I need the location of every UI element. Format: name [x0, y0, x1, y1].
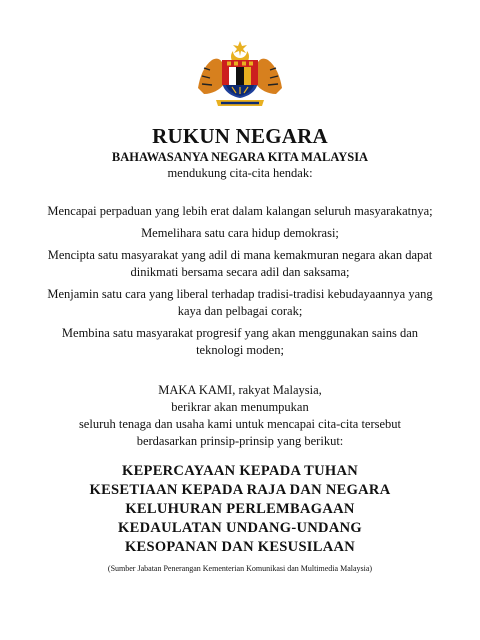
pledge-block	[40, 382, 440, 450]
principle-item: KEDAULATAN UNDANG-UNDANG	[118, 520, 362, 536]
aim-item: Memelihara satu cara hidup demokrasi;	[141, 226, 339, 240]
page-subtitle: BAHAWASANYA NEGARA KITA MALAYSIA	[111, 150, 369, 164]
pledge-line: seluruh tenaga dan usaha kami untuk mencapai cita-cita tersebut	[78, 417, 402, 431]
source-note: (Sumber Jabatan Penerangan Kementerian Komunikasi dan Multimedia Malaysia)	[107, 564, 373, 573]
lead-text: mendukung cita-cita hendak:	[167, 166, 313, 180]
principle-item: KESETIAAN KEPADA RAJA DAN NEGARA	[89, 482, 391, 498]
page-title: RUKUN NEGARA	[152, 124, 328, 148]
pledge-line: berikrar akan menumpukan	[171, 400, 309, 414]
pledge-line: berdasarkan prinsip-prinsip yang berikut:	[136, 434, 344, 448]
principle-item: KESOPANAN DAN KESUSILAAN	[124, 539, 356, 555]
coat-of-arms-icon	[190, 40, 290, 108]
pledge-line: MAKA KAMI, rakyat Malaysia,	[158, 383, 322, 397]
aim-item: Menjamin satu cara yang liberal terhadap tradisi-tradisi kebudayaannya yang kaya dan pelbagai corak;	[47, 287, 433, 318]
aims-list	[40, 203, 440, 364]
aim-item: Membina satu masyarakat progresif yang akan menggunakan sains dan teknologi moden;	[61, 326, 419, 357]
principle-item: KELUHURAN PERLEMBAGAAN	[125, 501, 355, 517]
principle-item: KEPERCAYAAN KEPADA TUHAN	[121, 463, 358, 479]
principles-list	[40, 462, 440, 557]
aim-item: Mencipta satu masyarakat yang adil di mana kemakmuran negara akan dapat dinikmati bersama secara adil dan saksama;	[47, 248, 433, 279]
aim-item: Mencapai perpaduan yang lebih erat dalam kalangan seluruh masyarakatnya;	[47, 204, 433, 218]
